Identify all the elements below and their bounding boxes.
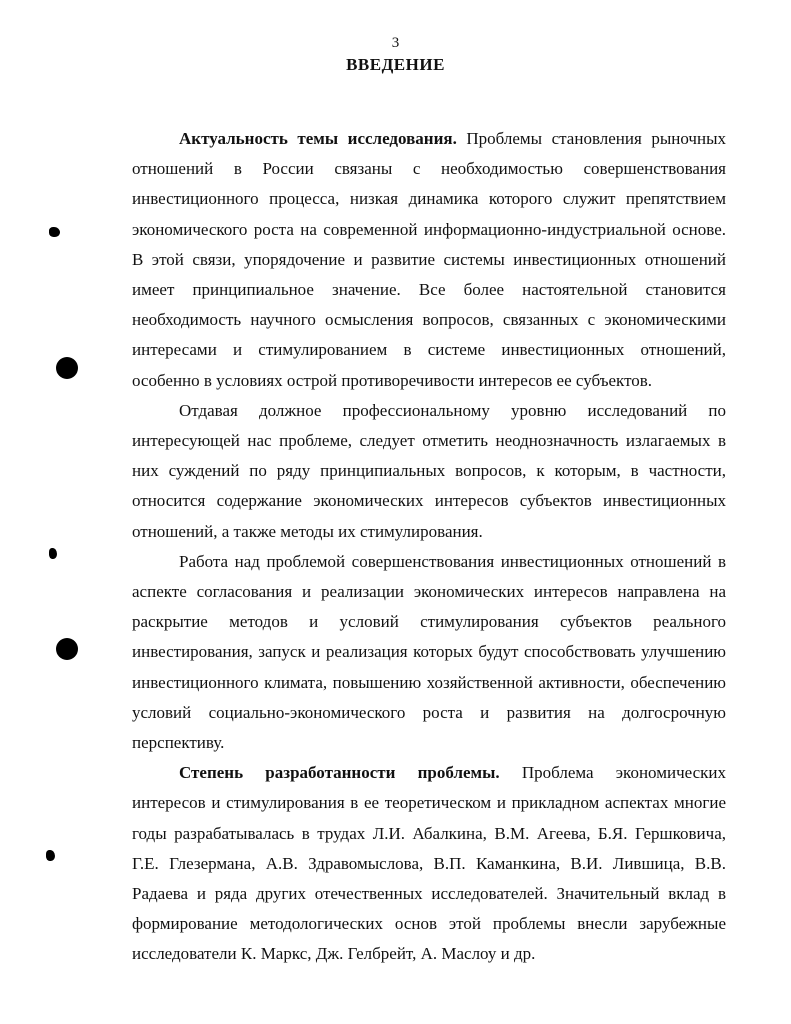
page-number: 3 — [391, 35, 400, 51]
scan-speck-2 — [49, 548, 57, 559]
paragraph-text: Проблема экономических интересов и стимулирования в ее теоретическом и прикладном аспектах многие годы разрабатывалась в трудах Л.И. Абалкина, В.М. Агеева, Б.Я. Гершковича, Г.Е. Глезермана, А.В. Здравомыслова, В.П. Каманкина, В.И. Лившица, В.В. Радаева и ряда других отечественных исследователей. Значительный вклад в формирование методологических основ этой проблемы внесли зарубежные исследователи К. Маркс, Дж. Гелбрейт, А. Маслоу и др. — [132, 763, 726, 964]
paragraph-research-degree — [132, 758, 726, 969]
paragraph-work-goal — [132, 547, 726, 758]
punch-hole-lower — [56, 638, 78, 660]
paragraph-relevance — [132, 124, 726, 396]
scan-speck-1 — [49, 227, 60, 237]
page-heading: ВВЕДЕНИЕ — [346, 55, 445, 74]
body-text — [132, 124, 726, 970]
paragraph-lead: Степень разработанности проблемы. — [179, 763, 500, 783]
paragraph-text: Отдавая должное профессиональному уровню исследований по интересующей нас проблеме, следует отметить неоднозначность излагаемых в них суждений по ряду принципиальных вопросов, к которым, в частности, относится содержание экономических интересов субъектов инвестиционных отношений, а также методы их стимулирования. — [132, 400, 726, 541]
paragraph-ambiguity — [132, 396, 726, 547]
paragraph-text: Работа над проблемой совершенствования инвестиционных отношений в аспекте согласования и реализации экономических интересов направлена на раскрытие методов и условий стимулирования субъектов реального инвестирования, запуск и реализация которых будут способствовать улучшению инвестиционного климата, повышению хозяйственной активности, обеспечению условий социально-экономического роста и развития на долгосрочную перспективу. — [132, 551, 726, 753]
scan-speck-3 — [46, 850, 55, 861]
paragraph-text: Проблемы становления рыночных отношений в России связаны с необходимостью совершенствования инвестиционного процесса, низкая динамика которого служит препятствием экономического роста на современной информационно-индустриальной основе. В этой связи, упорядочение и развитие системы инвестиционных отношений имеет принципиальное значение. Все более настоятельной становится необходимость научного осмысления вопросов, связанных с экономическими интересами и стимулированием в системе инвестиционных отношений, особенно в условиях острой противоречивости интересов ее субъектов. — [132, 129, 726, 390]
punch-hole-upper — [56, 357, 78, 379]
paragraph-lead: Актуальность темы исследования. — [179, 129, 457, 148]
